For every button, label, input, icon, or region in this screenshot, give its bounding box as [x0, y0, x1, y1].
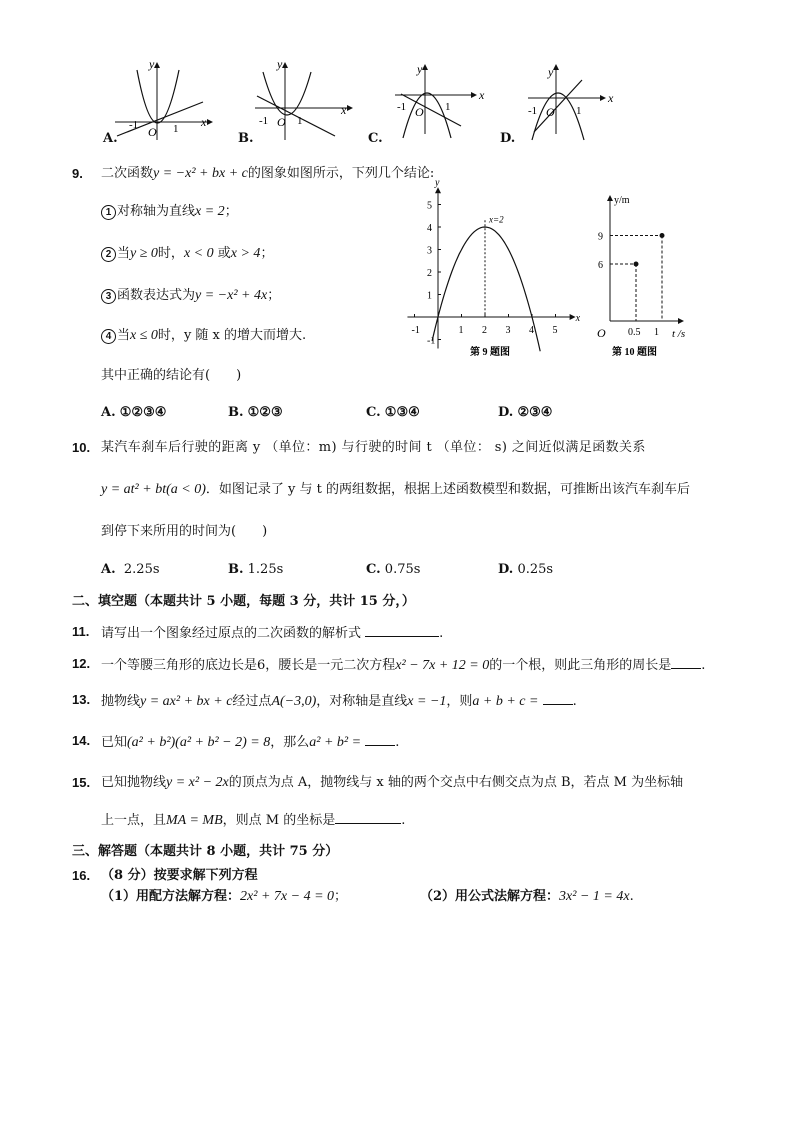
- q8a-tick-pos: 1: [173, 123, 179, 135]
- q9-item-4: 4 当x ≤ 0时，y 随 x 的增大而增大.: [101, 328, 306, 344]
- q10-line1: 某汽车刹车后行驶的距离 y （单位：m) 与行驶的时间 t （单位： s) 之间近似满足函数关系: [101, 440, 646, 455]
- q8-choice-d[interactable]: D.: [500, 131, 516, 146]
- fig10-y-tick-label: 6: [598, 260, 603, 271]
- q13-text: 抛物线y = ax² + bx + c经过点A(−3,0)，对称轴是直线x = −1，则a + b + c = .: [101, 694, 577, 709]
- q9-item-3: 3 函数表达式为y = −x² + 4x；: [101, 288, 280, 304]
- q8b-x-label: x: [341, 103, 347, 117]
- q8a-x-label: x: [201, 115, 207, 129]
- fig10-y-label: y/m: [614, 195, 630, 206]
- q13-number: 13.: [72, 692, 91, 707]
- fig10-data-point: [634, 262, 639, 267]
- q12-text: 一个等腰三角形的底边长是6，腰长是一元二次方程x² − 7x + 12 = 0的一个根，则此三角形的周长是 .: [101, 658, 706, 673]
- q15-line2: 上一点，且MA = MB，则点 M 的坐标是 .: [101, 813, 406, 828]
- q9-item-1: 1 对称轴为直线x = 2；: [101, 204, 238, 220]
- fig9-x-tick-label: 2: [482, 325, 487, 336]
- q8d-tick-neg: -1: [528, 105, 538, 117]
- fig9-x-tick-label: -1: [411, 325, 420, 336]
- q8b-y-label: y: [277, 57, 283, 71]
- q8c-tick-neg: -1: [397, 101, 407, 113]
- q9-choice-c[interactable]: C. ①③④: [366, 405, 420, 420]
- q9-intro: 二次函数y = −x² + bx + c的图象如图所示，下列几个结论:: [101, 166, 435, 181]
- q10-choice-a[interactable]: A. 2.25s: [101, 562, 160, 577]
- q10-choice-b[interactable]: B. 1.25s: [228, 562, 284, 577]
- fig10-t-tick-label: 0.5: [628, 327, 641, 338]
- fig9-vertex-label: x=2: [489, 214, 504, 225]
- q11-answer-blank[interactable]: [365, 624, 439, 637]
- q10-line3: 到停下来所用的时间为( ): [101, 524, 268, 539]
- fig10-t-arrow: [678, 318, 684, 324]
- q8d-y-label: y: [548, 65, 554, 79]
- fig10-y-arrow: [607, 195, 613, 201]
- q8c-y-label: y: [417, 62, 423, 76]
- q8c-tick-pos: 1: [445, 101, 451, 113]
- fig9-x-tick-label: 1: [458, 325, 464, 336]
- fig9-x-tick-label: 3: [505, 325, 511, 336]
- q10-line2: y = at² + bt(a < 0)．如图记录了 y 与 t 的两组数据，根据上述函数模型和数据，可推断出该汽车刹车后: [101, 482, 690, 497]
- q8a-y-label: y: [149, 57, 155, 71]
- q8-graph-d: [520, 58, 640, 148]
- q16-title: （8 分）按要求解下列方程: [101, 868, 258, 883]
- q8-choice-a[interactable]: A.: [103, 131, 118, 146]
- q16-number: 16.: [72, 868, 91, 883]
- fig10-y-tick-label: 9: [598, 231, 603, 243]
- q15-answer-blank[interactable]: [335, 811, 401, 824]
- q8-options: [95, 58, 615, 148]
- q8d-x-label: x: [608, 91, 614, 105]
- q8b-tick-neg: -1: [259, 115, 269, 127]
- q8d-tick-pos: 1: [576, 105, 582, 117]
- q14-answer-blank[interactable]: [365, 733, 395, 746]
- fig9-x-tick-label: 4: [529, 325, 534, 336]
- q8a-origin: O: [148, 125, 157, 139]
- q8b-origin: O: [277, 115, 286, 129]
- q9-question: 其中正确的结论有( ): [101, 368, 242, 383]
- q12-number: 12.: [72, 656, 91, 671]
- fig9-x-label: x: [575, 313, 581, 324]
- q10-choice-c[interactable]: C. 0.75s: [366, 562, 421, 577]
- fig9-y-tick-label: 3: [427, 245, 432, 257]
- q9-choice-d[interactable]: D. ②③④: [498, 405, 553, 420]
- q15-line1: 已知抛物线y = x² − 2x的顶点为点 A，抛物线与 x 轴的两个交点中右侧交点为点 B，若点 M 为坐标轴: [101, 775, 684, 790]
- q12-answer-blank[interactable]: [671, 656, 701, 669]
- fig10-t-label: t /s: [672, 328, 686, 340]
- q8b-tick-pos: 1: [297, 115, 303, 127]
- section-2-title: 二、填空题（本题共计 5 小题，每题 3 分，共计 15 分，）: [72, 594, 415, 609]
- section-3-title: 三、解答题（本题共计 8 小题，共计 75 分）: [72, 844, 339, 859]
- q10-choice-d[interactable]: D. 0.25s: [498, 562, 554, 577]
- q8-choice-b[interactable]: B.: [238, 131, 254, 146]
- q9-formula: y = −x² + bx + c: [153, 166, 248, 181]
- q15-number: 15.: [72, 775, 91, 790]
- fig9-y-tick-label: 4: [427, 223, 432, 234]
- q8-graph-c: [387, 58, 507, 148]
- q9-choice-b[interactable]: B. ①②③: [228, 405, 283, 420]
- q16-part-1: （1）用配方法解方程：2x² + 7x − 4 = 0；: [101, 889, 348, 904]
- q9-number: 9.: [72, 166, 83, 181]
- fig10-t-tick-label: 1: [654, 327, 659, 338]
- figure-9: [402, 177, 581, 365]
- q14-text: 已知(a² + b²)(a² + b² − 2) = 8，那么a² + b² = .: [101, 735, 400, 750]
- q14-number: 14.: [72, 733, 91, 748]
- fig9-caption: 第 9 题图: [470, 347, 510, 358]
- q16-part-2: （2）用公式法解方程：3x² − 1 = 4x.: [420, 889, 634, 904]
- fig9-y-label: y: [435, 177, 440, 189]
- q10-number: 10.: [72, 440, 91, 455]
- q13-answer-blank[interactable]: [543, 692, 573, 705]
- q8d-origin: O: [546, 105, 555, 119]
- fig10-data-point: [660, 233, 665, 238]
- fig10-caption: 第 10 题图: [612, 347, 657, 358]
- fig9-x-tick-label: 5: [552, 325, 558, 336]
- q11-number: 11.: [72, 624, 90, 639]
- q8a-tick-neg: -1: [129, 119, 139, 131]
- q8c-origin: O: [415, 105, 424, 119]
- q9-choice-a[interactable]: A. ①②③④: [101, 405, 167, 420]
- fig9-y-tick-label: 2: [427, 268, 432, 279]
- figure-10: [590, 185, 710, 365]
- fig9-y-tick-label: -1: [427, 335, 436, 347]
- q9-item-2: 2 当y ≥ 0时，x < 0 或x > 4；: [101, 246, 273, 262]
- fig10-origin: O: [597, 326, 606, 340]
- q8c-x-label: x: [479, 88, 485, 102]
- q8-choice-c[interactable]: C.: [368, 131, 383, 146]
- q11-text: 请写出一个图象经过原点的二次函数的解析式 .: [101, 626, 444, 641]
- fig9-y-tick-label: 5: [427, 200, 432, 212]
- fig9-y-tick-label: 1: [427, 290, 432, 302]
